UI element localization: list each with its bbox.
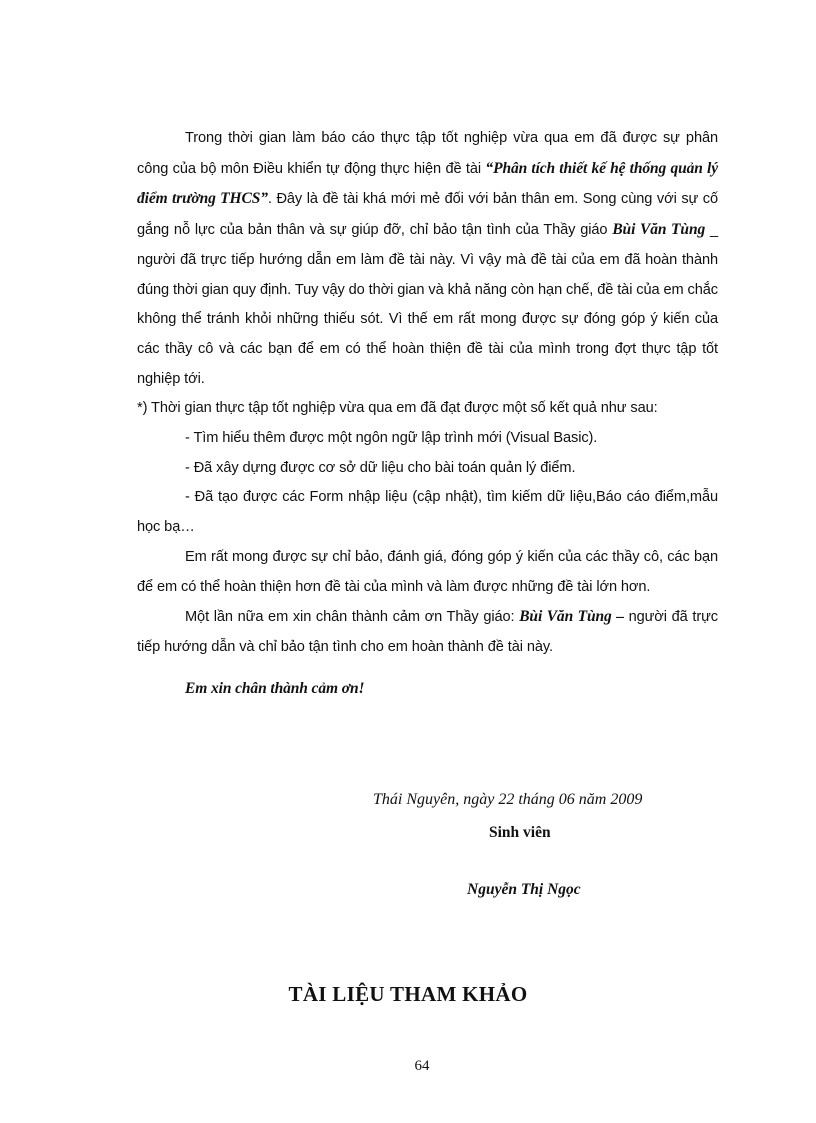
references-heading: TÀI LIỆU THAM KHẢO <box>288 982 528 1006</box>
teacher-name: Bùi Văn Tùng <box>612 221 706 239</box>
text-run: Một lần nữa em xin chân thành cảm ơn Thầy giáo: <box>185 609 520 626</box>
paragraph-final-thanks <box>137 602 718 662</box>
page-number: 64 <box>414 1058 430 1074</box>
paragraph-request: Em rất mong được sự chỉ bảo, đánh giá, đóng góp ý kiến của các thầy cô, các bạn để em có thể hoàn thiện hơn đề tài của mình và làm được những đề tài lớn hơn. <box>137 548 718 595</box>
result-item-3: - Đã tạo được các Form nhập liệu (cập nhật), tìm kiếm dữ liệu,Báo cáo điểm,mẫu học bạ… <box>137 489 718 536</box>
thesis-topic: “Phân tích thiết kế hệ thống quản lý điểm trường THCS” <box>137 159 718 208</box>
closing-line: Em xin chân thành cảm ơn! <box>185 679 365 697</box>
result-item-1: - Tìm hiểu thêm được một ngôn ngữ lập trình mới (Visual Basic). <box>185 430 598 447</box>
text-run: người đã trực tiếp hướng dẫn và chỉ bảo tận tình cho em hoàn thành đề tài này. <box>137 609 718 655</box>
body-text <box>137 124 718 703</box>
text-run: _ người đã trực tiếp hướng dẫn em làm đề tài này. Vì vậy mà đề tài của em đã hoàn thành đúng thời gian quy định. Tuy vậy do thời gian và khả năng còn hạn chế, đề tài của em chắc không thể tránh khỏi những thiếu sót. Vì thế em rất mong được sự đóng góp ý kiến của các thầy cô và các bạn để em có thể hoàn thiện đề tài của mình trong đợt thực tập tốt nghiệp tới. <box>137 222 719 387</box>
teacher-name: Bùi Văn Tùng – <box>519 608 624 626</box>
text-run: Trong thời gian làm báo cáo thực tập tốt nghiệp vừa qua em đã được sự phân công của bộ môn Điều khiển tự động thực hiện đề tài <box>137 130 718 177</box>
student-name: Nguyễn Thị Ngọc <box>467 881 581 898</box>
date-line: Thái Nguyên, ngày 22 tháng 06 năm 2009 <box>373 791 643 808</box>
text-run: . Đây là đề tài khá mới mẻ đối với bản thân em. Song cùng với sự cố gắng nỗ lực của bản thân và sự giúp đỡ, chỉ bảo tận tình của Thầy giáo <box>137 191 719 239</box>
paragraph-results-intro: *) Thời gian thực tập tốt nghiệp vừa qua em đã đạt được một số kết quả như sau: <box>137 400 658 417</box>
student-label: Sinh viên <box>489 824 551 841</box>
result-item-2: - Đã xây dựng được cơ sở dữ liệu cho bài toán quản lý điểm. <box>185 459 576 476</box>
paragraph-thanks <box>137 124 718 394</box>
